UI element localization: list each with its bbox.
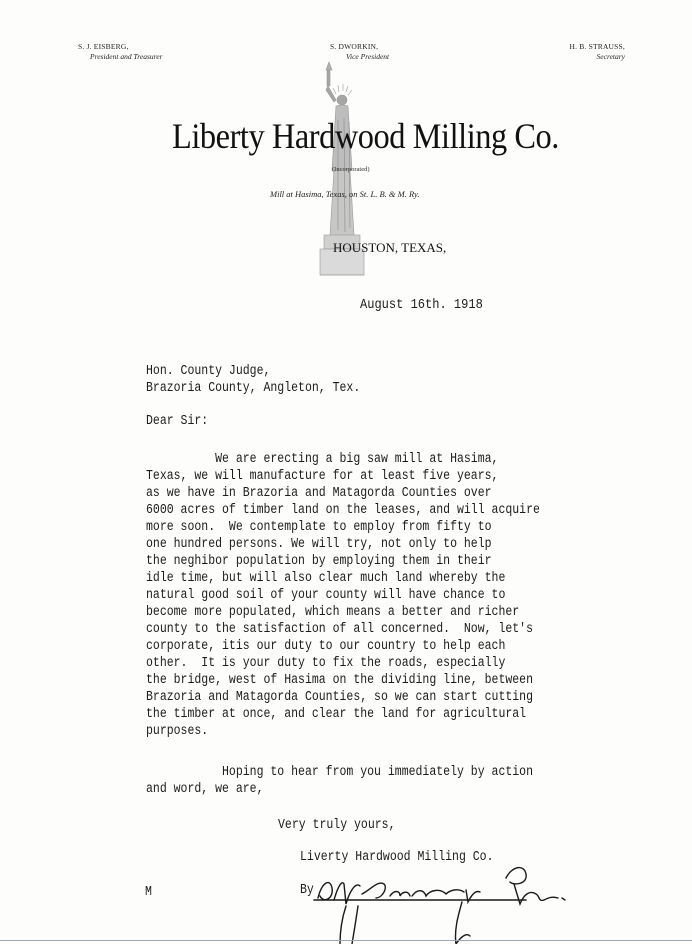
body-line: and word, we are, (146, 782, 264, 797)
officer-role: Vice President (346, 52, 390, 61)
body-line: county to the satisfaction of all concerned. Now, let's (146, 622, 533, 637)
body-line: other. It is your duty to fix the roads, especially (146, 656, 506, 671)
company-signature-line: Liverty Hardwood Milling Co. (300, 850, 494, 865)
body-line: the timber at once, and clear the land for agricultural (146, 707, 527, 722)
body-line: the neghibor population by employing them in their (146, 554, 492, 569)
officer-name: S. DWORKIN, (330, 42, 379, 51)
body-line: one hundred persons. We will try, not only to help (146, 537, 492, 552)
mill-location-line: Mill at Hasima, Texas, on St. L. B. & M. Ry. (270, 189, 420, 199)
body-line: more soon. We contemplate to employ from fifty to (146, 520, 492, 535)
recipient-line: Brazoria County, Angleton, Tex. (146, 381, 361, 396)
letter-date: August 16th. 1918 (360, 297, 483, 313)
typist-initial: M (145, 885, 152, 900)
body-line: idle time, but will also clear much land whereby the (146, 571, 506, 586)
officer-secretary (563, 42, 625, 62)
body-line: natural good soil of your county will have chance to (146, 588, 506, 603)
bottom-divider (0, 940, 692, 941)
officer-president (78, 42, 163, 62)
body-line: become more populated, which means a better and richer (146, 605, 520, 620)
body-line: the bridge, west of Hasima on the dividing line, between (146, 673, 533, 688)
body-line: corporate, itis our duty to our country to help each (146, 639, 506, 654)
city-line: HOUSTON, TEXAS, (333, 240, 447, 255)
officer-role: President and Treasurer (90, 52, 163, 61)
by-label: By (300, 883, 314, 898)
officer-role: Secretary (596, 52, 625, 61)
handwritten-signature (300, 860, 590, 944)
incorporated-label: (Incorporated) (332, 166, 370, 173)
officer-name: H. B. STRAUSS, (569, 42, 625, 51)
officer-name: S. J. EISBERG, (78, 42, 129, 51)
body-line: purposes. (146, 724, 209, 739)
closing: Very truly yours, (278, 818, 396, 833)
salutation: Dear Sir: (146, 414, 209, 429)
body-line: Brazoria and Matagorda Counties, so we can start cutting (146, 690, 533, 705)
officer-vice-president (330, 42, 389, 62)
body-line: 6000 acres of timber land on the leases, and will acquire (146, 503, 540, 518)
body-line: as we have in Brazoria and Matagorda Counties over (146, 486, 492, 501)
body-line: We are erecting a big saw mill at Hasima, (146, 452, 499, 467)
body-line: Texas, we will manufacture for at least five years, (146, 469, 499, 484)
body-line: Hoping to hear from you immediately by action (146, 765, 533, 780)
company-name-heading: Liberty Hardwood Milling Co. (172, 116, 559, 156)
recipient-line: Hon. County Judge, (146, 364, 271, 379)
